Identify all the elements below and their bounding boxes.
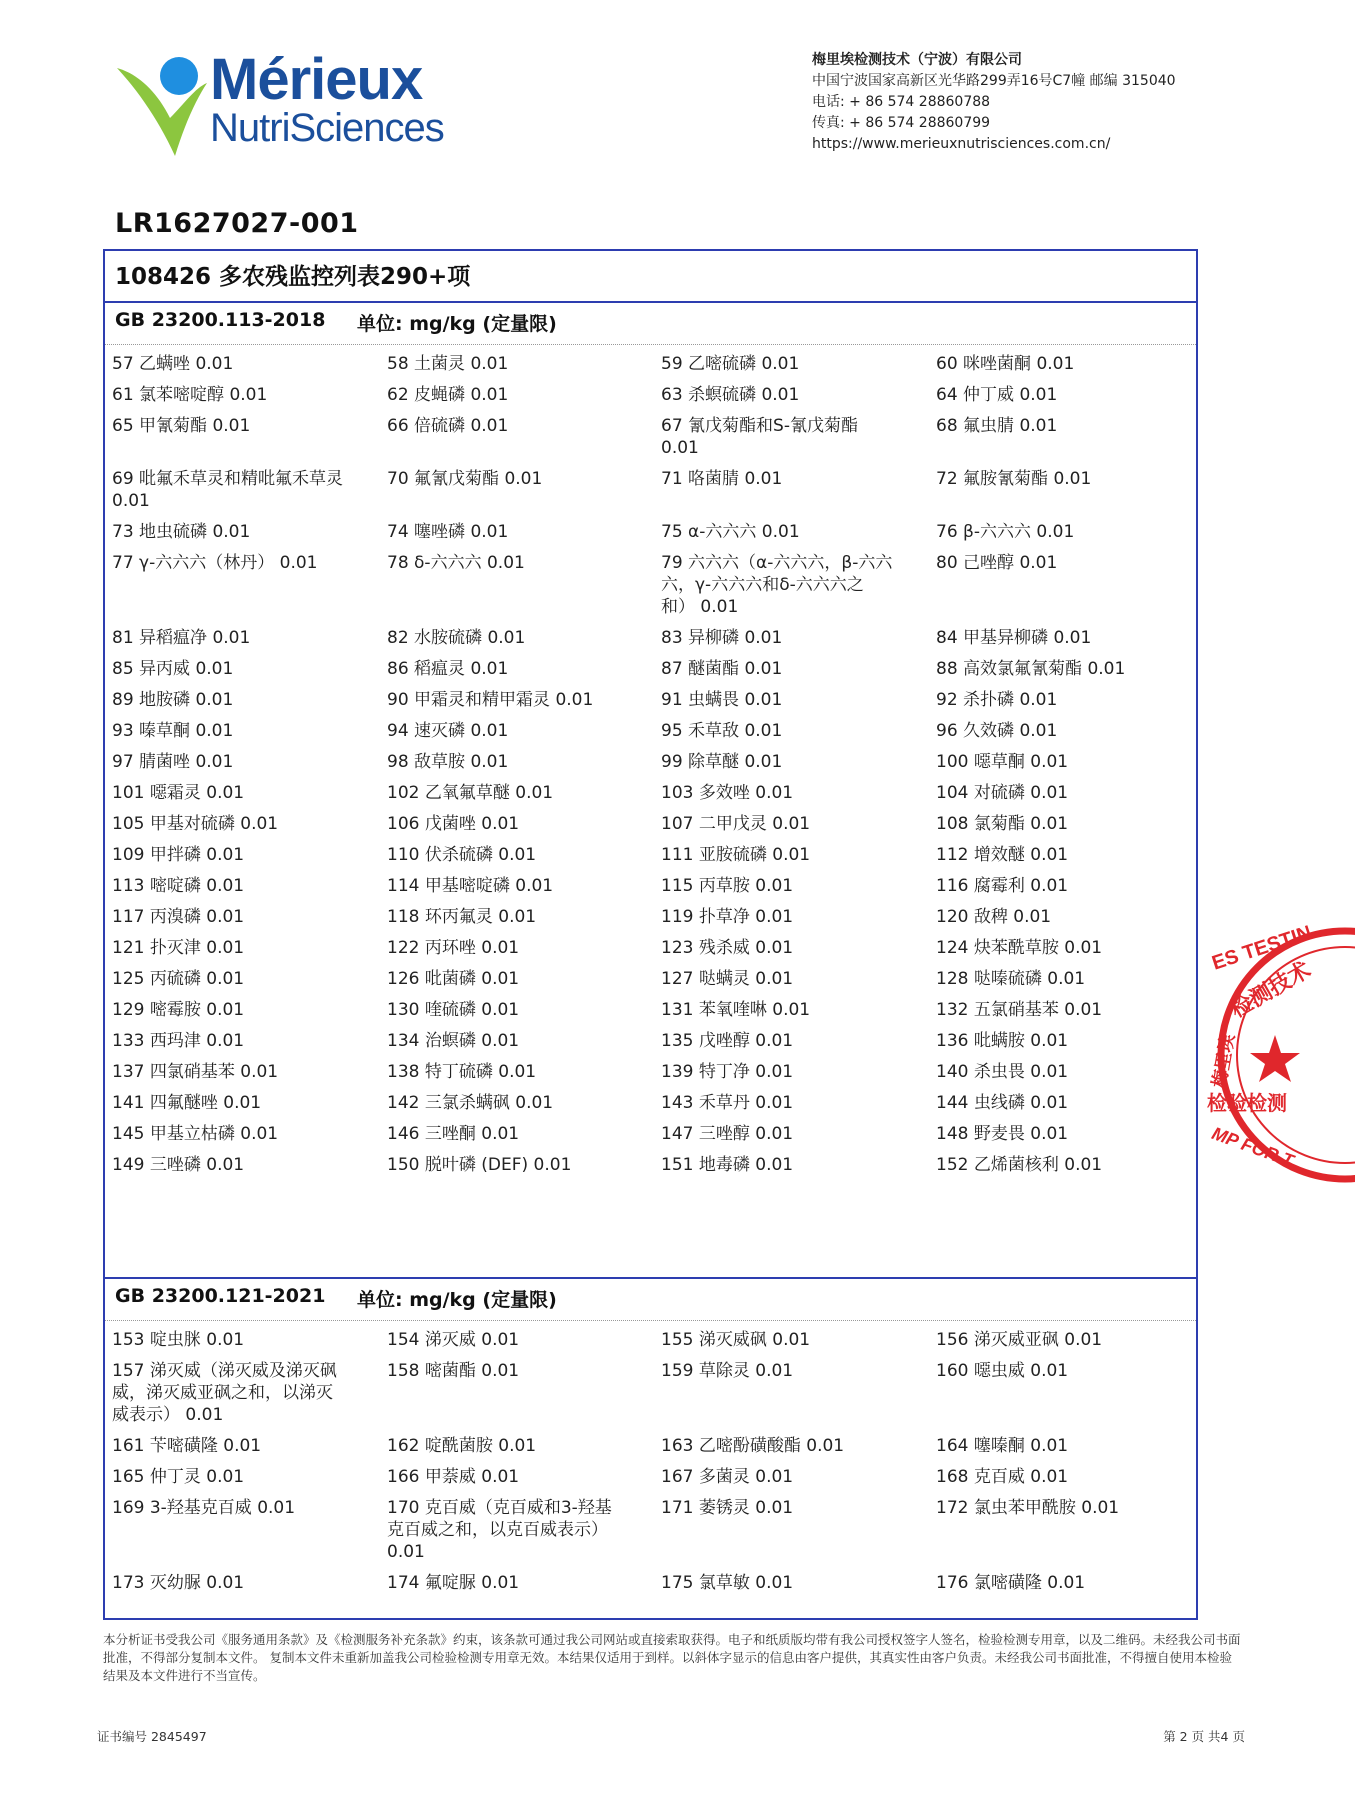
analyte-cell: 131 苯氧喹啉 0.01 [661,1000,811,1020]
report-id: LR1627027-001 [115,208,359,239]
section-unit: 单位: mg/kg (定量限) [357,313,557,335]
analyte-cell: 149 三唑磷 0.01 [112,1155,245,1175]
analyte-cell: 144 虫线磷 0.01 [936,1093,1069,1113]
analyte-cell: 165 仲丁灵 0.01 [112,1467,245,1487]
analyte-cell: 167 多菌灵 0.01 [661,1467,794,1487]
company-info [812,50,1176,155]
analyte-cell: 101 噁霜灵 0.01 [112,783,245,803]
analyte-cell: 154 涕灭威 0.01 [387,1330,520,1350]
analyte-cell: 60 咪唑菌酮 0.01 [936,354,1075,374]
analyte-cell: 84 甲基异柳磷 0.01 [936,628,1092,648]
footer-disclaimer: 本分析证书受我公司《服务通用条款》及《检测服务补充条款》约束，该条款可通过我公司网站或直接索取获得。电子和纸质版均带有我公司授权签字人签名，检验检测专用章，以及二维码。未经我公司书面批准，不得部分复制本文件。 复制本文件未重新加盖我公司检验检测专用章无效。本结果仅适用于到样。以斜体字显示的信息由客户提供，其真实性由客户负责。未经我公司书面批准，不得擅自使用本检验结果及本文件进行不当宣传。 [103,1632,1241,1683]
analyte-cell: 133 西玛津 0.01 [112,1031,245,1051]
analyte-cell: 102 乙氧氟草醚 0.01 [387,783,554,803]
analyte-cell: 145 甲基立枯磷 0.01 [112,1124,279,1144]
analyte-cell: 103 多效唑 0.01 [661,783,794,803]
analyte-cell: 159 草除灵 0.01 [661,1361,794,1381]
analyte-cell: 169 3-羟基克百威 0.01 [112,1498,296,1518]
analyte-cell: 120 敌稗 0.01 [936,907,1052,927]
analyte-cell: 173 灭幼脲 0.01 [112,1573,245,1593]
analyte-cell: 90 甲霜灵和精甲霜灵 0.01 [387,690,594,710]
analyte-cell: 67 氰戊菊酯和S-氰戊菊酯 0.01 [661,416,858,458]
analyte-cell: 140 杀虫畏 0.01 [936,1062,1069,1082]
analyte-cell: 68 氟虫腈 0.01 [936,416,1058,436]
analyte-cell: 129 嘧霉胺 0.01 [112,1000,245,1020]
analyte-cell: 65 甲氰菊酯 0.01 [112,416,251,436]
analyte-cell: 59 乙嘧硫磷 0.01 [661,354,800,374]
company-fax: 传真: + 86 574 28860799 [812,115,991,131]
analyte-cell: 75 α-六六六 0.01 [661,522,800,542]
analyte-cell: 117 丙溴磷 0.01 [112,907,245,927]
analyte-cell: 151 地毒磷 0.01 [661,1155,794,1175]
analyte-cell: 168 克百威 0.01 [936,1467,1069,1487]
svg-text:梅里埃: 梅里埃 [1209,1032,1240,1090]
analyte-cell: 93 嗪草酮 0.01 [112,721,234,741]
section-header [105,303,1196,345]
analyte-cell: 70 氟氰戊菊酯 0.01 [387,469,543,489]
section-header [105,1279,1196,1321]
company-website[interactable]: https://www.merieuxnutrisciences.com.cn/ [812,136,1111,152]
analyte-cell: 113 嘧啶磷 0.01 [112,876,245,896]
analyte-cell: 87 醚菌酯 0.01 [661,659,783,679]
analyte-cell: 66 倍硫磷 0.01 [387,416,509,436]
analyte-cell: 63 杀螟硫磷 0.01 [661,385,800,405]
analyte-cell: 166 甲萘威 0.01 [387,1467,520,1487]
analyte-cell: 99 除草醚 0.01 [661,752,783,772]
analyte-cell: 97 腈菌唑 0.01 [112,752,234,772]
analyte-cell: 69 吡氟禾草灵和精吡氟禾草灵 0.01 [112,469,344,511]
analyte-cell: 172 氯虫苯甲酰胺 0.01 [936,1498,1120,1518]
analyte-cell: 132 五氯硝基苯 0.01 [936,1000,1103,1020]
analyte-cell: 74 噻唑磷 0.01 [387,522,509,542]
analyte-cell: 141 四氟醚唑 0.01 [112,1093,262,1113]
logo-mark-icon [115,48,225,160]
analyte-cell: 134 治螟磷 0.01 [387,1031,520,1051]
analyte-cell: 122 丙环唑 0.01 [387,938,520,958]
analyte-cell: 115 丙草胺 0.01 [661,876,794,896]
analyte-cell: 123 残杀威 0.01 [661,938,794,958]
analyte-cell: 130 喹硫磷 0.01 [387,1000,520,1020]
analyte-cell: 91 虫螨畏 0.01 [661,690,783,710]
analyte-cell: 118 环丙氟灵 0.01 [387,907,537,927]
analyte-cell: 152 乙烯菌核利 0.01 [936,1155,1103,1175]
analyte-cell: 81 异稻瘟净 0.01 [112,628,251,648]
analyte-cell: 126 吡菌磷 0.01 [387,969,520,989]
analyte-cell: 128 哒嗪硫磷 0.01 [936,969,1086,989]
analyte-cell: 100 噁草酮 0.01 [936,752,1069,772]
analyte-cell: 160 噁虫威 0.01 [936,1361,1069,1381]
analyte-cell: 147 三唑醇 0.01 [661,1124,794,1144]
analyte-cell: 83 异柳磷 0.01 [661,628,783,648]
analyte-cell: 76 β-六六六 0.01 [936,522,1075,542]
analyte-cell: 104 对硫磷 0.01 [936,783,1069,803]
page-number: 第 2 页 共4 页 [1163,1729,1245,1744]
analyte-cell: 107 二甲戊灵 0.01 [661,814,811,834]
analyte-cell: 80 己唑醇 0.01 [936,553,1058,573]
company-phone: 电话: + 86 574 28860788 [812,94,991,110]
certificate-number: 证书编号 2845497 [97,1729,207,1744]
analyte-cell: 138 特丁硫磷 0.01 [387,1062,537,1082]
table-title: 108426 多农残监控列表290+项 [105,251,1196,303]
analyte-cell: 110 伏杀硫磷 0.01 [387,845,537,865]
analyte-cell: 79 六六六（α-六六六，β-六六六，γ-六六六和δ-六六六之和） 0.01 [661,553,893,617]
analyte-cell: 96 久效磷 0.01 [936,721,1058,741]
analyte-cell: 150 脱叶磷 (DEF) 0.01 [387,1155,572,1175]
analyte-cell: 153 啶虫脒 0.01 [112,1330,245,1350]
analyte-cell: 64 仲丁威 0.01 [936,385,1058,405]
analyte-cell: 124 炔苯酰草胺 0.01 [936,938,1103,958]
analyte-cell: 62 皮蝇磷 0.01 [387,385,509,405]
analyte-cell: 119 扑草净 0.01 [661,907,794,927]
company-address: 中国宁波国家高新区光华路299弄16号C7幢 邮编 315040 [812,73,1176,89]
analyte-cell: 57 乙螨唑 0.01 [112,354,234,374]
analyte-cell: 71 咯菌腈 0.01 [661,469,783,489]
section-standard: GB 23200.121-2021 [115,1285,326,1307]
analyte-cell: 94 速灭磷 0.01 [387,721,509,741]
analyte-cell: 171 萎锈灵 0.01 [661,1498,794,1518]
analyte-cell: 85 异丙威 0.01 [112,659,234,679]
analyte-cell: 148 野麦畏 0.01 [936,1124,1069,1144]
analyte-cell: 164 噻嗪酮 0.01 [936,1436,1069,1456]
analyte-cell: 158 嘧菌酯 0.01 [387,1361,520,1381]
analyte-cell: 121 扑灭津 0.01 [112,938,245,958]
svg-text:检测技术: 检测技术 [1226,957,1316,1024]
analyte-cell: 175 氯草敏 0.01 [661,1573,794,1593]
analyte-cell: 139 特丁净 0.01 [661,1062,794,1082]
results-table [103,249,1198,1620]
analyte-cell: 105 甲基对硫磷 0.01 [112,814,279,834]
analyte-cell: 176 氯嘧磺隆 0.01 [936,1573,1086,1593]
analyte-cell: 98 敌草胺 0.01 [387,752,509,772]
analyte-cell: 108 氯菊酯 0.01 [936,814,1069,834]
analyte-cell: 161 苄嘧磺隆 0.01 [112,1436,262,1456]
logo-text-merieux: Mérieux [210,47,423,112]
analyte-cell: 174 氟啶脲 0.01 [387,1573,520,1593]
analyte-cell: 106 戊菌唑 0.01 [387,814,520,834]
analyte-cell: 127 哒螨灵 0.01 [661,969,794,989]
analyte-cell: 111 亚胺硫磷 0.01 [661,845,811,865]
analyte-cell: 109 甲拌磷 0.01 [112,845,245,865]
analyte-cell: 92 杀扑磷 0.01 [936,690,1058,710]
analyte-cell: 116 腐霉利 0.01 [936,876,1069,896]
section-standard: GB 23200.113-2018 [115,309,326,331]
analyte-cell: 82 水胺硫磷 0.01 [387,628,526,648]
analyte-cell: 125 丙硫磷 0.01 [112,969,245,989]
analyte-cell: 114 甲基嘧啶磷 0.01 [387,876,554,896]
analyte-cell: 86 稻瘟灵 0.01 [387,659,509,679]
analyte-cell: 78 δ-六六六 0.01 [387,553,525,573]
analyte-cell: 142 三氯杀螨砜 0.01 [387,1093,554,1113]
analyte-cell: 77 γ-六六六（林丹） 0.01 [112,553,318,573]
analyte-cell: 95 禾草敌 0.01 [661,721,783,741]
analyte-cell: 157 涕灭威（涕灭威及涕灭砜威，涕灭威亚砜之和，以涕灭威表示） 0.01 [112,1361,337,1425]
svg-text:检验检测: 检验检测 [1207,1091,1287,1115]
analyte-cell: 162 啶酰菌胺 0.01 [387,1436,537,1456]
analyte-cell: 73 地虫硫磷 0.01 [112,522,251,542]
svg-text:MP FOR T: MP FOR T [1209,1123,1297,1172]
logo-text-nutrisciences: NutriSciences [210,106,444,150]
analyte-cell: 72 氟胺氰菊酯 0.01 [936,469,1092,489]
section-unit: 单位: mg/kg (定量限) [357,1289,557,1311]
analyte-cell: 137 四氯硝基苯 0.01 [112,1062,279,1082]
analyte-cell: 156 涕灭威亚砜 0.01 [936,1330,1103,1350]
analyte-cell: 58 土菌灵 0.01 [387,354,509,374]
analyte-cell: 135 戊唑醇 0.01 [661,1031,794,1051]
analyte-cell: 112 增效醚 0.01 [936,845,1069,865]
analyte-cell: 88 高效氯氟氰菊酯 0.01 [936,659,1126,679]
analyte-cell: 155 涕灭威砜 0.01 [661,1330,811,1350]
analyte-cell: 146 三唑酮 0.01 [387,1124,520,1144]
svg-text:ES TESTIN: ES TESTIN [1209,921,1315,975]
company-logo [115,47,444,160]
analyte-cell: 163 乙嘧酚磺酸酯 0.01 [661,1436,845,1456]
analyte-cell: 136 吡螨胺 0.01 [936,1031,1069,1051]
company-name: 梅里埃检测技术（宁波）有限公司 [812,52,1022,68]
analyte-cell: 170 克百威（克百威和3-羟基克百威之和，以克百威表示） 0.01 [387,1498,612,1562]
official-seal-stamp [1205,921,1355,1185]
analyte-cell: 143 禾草丹 0.01 [661,1093,794,1113]
analyte-cell: 61 氯苯嘧啶醇 0.01 [112,385,268,405]
analyte-cell: 89 地胺磷 0.01 [112,690,234,710]
